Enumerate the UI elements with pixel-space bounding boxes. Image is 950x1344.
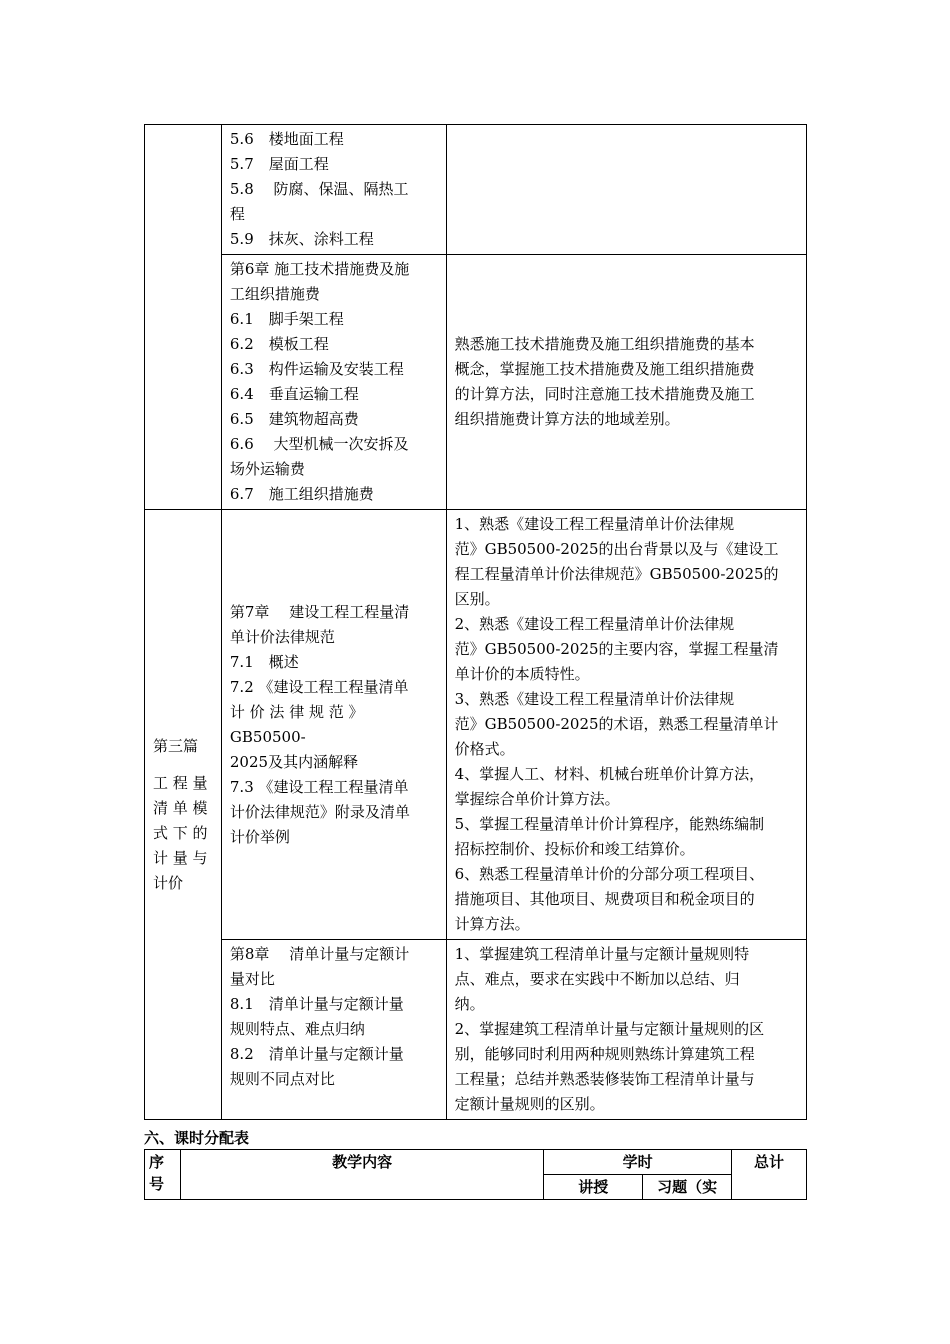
text-line: 程工程量清单计价法律规范》GB50500-2025的: [454, 565, 779, 583]
text-line: 6.3 构件运输及安装工程: [229, 360, 404, 378]
text-line: 别，能够同时利用两种规则熟练计算建筑工程: [454, 1045, 755, 1063]
text-line: 的计算方法，同时注意施工技术措施费及施工: [454, 385, 755, 403]
section-heading: 六、课时分配表: [144, 1129, 250, 1147]
text-line: 计价举例: [229, 827, 290, 846]
text-line: 6.6 大型机械一次安拆及: [229, 435, 409, 453]
text-line: 2025及其内涵解释: [229, 752, 359, 771]
text-line: 概念，掌握施工技术措施费及施工组织措施费: [454, 360, 755, 378]
header-content: 教学内容: [180, 1150, 543, 1200]
text-line: 规则特点、难点归纳: [229, 1020, 365, 1038]
text-line: 纳。: [454, 995, 485, 1013]
text-line: 范》GB50500-2025的主要内容，掌握工程量清: [454, 640, 779, 658]
text-line: 场外运输费: [229, 460, 305, 478]
header-hours: 学时: [544, 1150, 732, 1175]
text-line: 3、熟悉《建设工程工程量清单计价法律规: [454, 690, 735, 708]
text-line: 6、熟悉工程量清单计价的分部分项工程项目、: [454, 865, 765, 883]
text-line: 掌握综合单价计算方法。: [454, 790, 620, 808]
text-line: 1、熟悉《建设工程工程量清单计价法律规: [454, 515, 735, 533]
text-line: 7.1 概述: [229, 652, 299, 671]
text-line: 计价法律规范》附录及清单: [229, 802, 410, 821]
text-line: 4、掌握人工、材料、机械台班单价计算方法，: [454, 765, 765, 783]
text-line: 计价: [153, 873, 184, 892]
goal-cell: [446, 940, 806, 1120]
table-row: [145, 510, 807, 940]
text-line: 范》GB50500-2025的出台背景以及与《建设工: [454, 540, 779, 558]
text-line: 措施项目、其他项目、规费项目和税金项目的: [454, 890, 755, 908]
text-line: 计 量 与: [153, 848, 208, 867]
chapter-cell: [221, 940, 446, 1120]
text-line: 7.2 《建设工程工程量清单: [229, 677, 409, 696]
part-cell-empty: [145, 125, 222, 510]
text-line: 第8章 清单计量与定额计: [229, 945, 410, 963]
goal-cell: [446, 255, 806, 510]
table-row: [145, 255, 807, 510]
text-line: 第6章 施工技术措施费及施: [229, 260, 410, 278]
text-line: 6.1 脚手架工程: [229, 310, 344, 328]
text-line: 价格式。: [454, 740, 515, 758]
text-line: 区别。: [454, 590, 500, 608]
text-line: 计算方法。: [454, 915, 530, 933]
hours-table: [144, 1149, 807, 1200]
text-line: 5.8 防腐、保温、隔热工: [229, 180, 409, 198]
text-line: 2、掌握建筑工程清单计量与定额计量规则的区: [454, 1020, 765, 1038]
text-line: 5.6 楼地面工程: [229, 130, 344, 148]
table-row: [145, 940, 807, 1120]
text-line: 5.9 抹灰、涂料工程: [229, 230, 374, 248]
text-line: 组织措施费计算方法的地域差别。: [454, 410, 680, 428]
text-line: 式 下 的: [153, 823, 208, 842]
part-cell: [145, 510, 222, 1120]
part-label: 第三篇: [153, 736, 199, 755]
text-line: 范》GB50500-2025的术语，熟悉工程量清单计: [454, 715, 779, 733]
table-row: [145, 1150, 807, 1175]
text-line: 工程量；总结并熟悉装修装饰工程清单计量与: [454, 1070, 755, 1088]
text-line: 量对比: [229, 970, 275, 988]
text-line: 8.1 清单计量与定额计量: [229, 995, 404, 1013]
part-title: [153, 771, 213, 896]
text-line: 第7章 建设工程工程量清: [229, 602, 410, 621]
text-line: 计 价 法 律 规 范 》 GB50500-: [229, 702, 364, 746]
text-line: 清 单 模: [153, 798, 208, 817]
table-row: [145, 125, 807, 255]
chapter-cell: [221, 125, 446, 255]
text-line: 6.4 垂直运输工程: [229, 385, 359, 403]
text-line: 单计价法律规范: [229, 627, 335, 646]
text-line: 6.2 模板工程: [229, 335, 329, 353]
header-seq: 序号: [145, 1150, 181, 1200]
goal-cell: [446, 125, 806, 255]
text-line: 1、掌握建筑工程清单计量与定额计量规则特: [454, 945, 750, 963]
chapter-cell: [221, 510, 446, 940]
text-line: 5、掌握工程量清单计价计算程序，能熟练编制: [454, 815, 765, 833]
text-line: 6.5 建筑物超高费: [229, 410, 359, 428]
text-line: 2、熟悉《建设工程工程量清单计价法律规: [454, 615, 735, 633]
text-line: 熟悉施工技术措施费及施工组织措施费的基本: [454, 335, 755, 353]
text-line: 规则不同点对比: [229, 1070, 335, 1088]
text-line: 点、难点，要求在实践中不断加以总结、归: [454, 970, 740, 988]
text-line: 工组织措施费: [229, 285, 320, 303]
syllabus-table: [144, 124, 807, 1120]
header-total: 总计: [732, 1150, 807, 1200]
goal-cell: [446, 510, 806, 940]
text-line: 8.2 清单计量与定额计量: [229, 1045, 404, 1063]
text-line: 单计价的本质特性。: [454, 665, 590, 683]
text-line: 工 程 量: [153, 773, 208, 792]
text-line: 程: [229, 205, 245, 223]
header-exercise: 习题（实: [643, 1175, 732, 1200]
text-line: 6.7 施工组织措施费: [229, 485, 374, 503]
header-lecture: 讲授: [544, 1175, 643, 1200]
text-line: 定额计量规则的区别。: [454, 1095, 605, 1113]
text-line: 招标控制价、投标价和竣工结算价。: [454, 840, 695, 858]
chapter-cell: [221, 255, 446, 510]
text-line: 5.7 屋面工程: [229, 155, 329, 173]
text-line: 7.3 《建设工程工程量清单: [229, 777, 409, 796]
